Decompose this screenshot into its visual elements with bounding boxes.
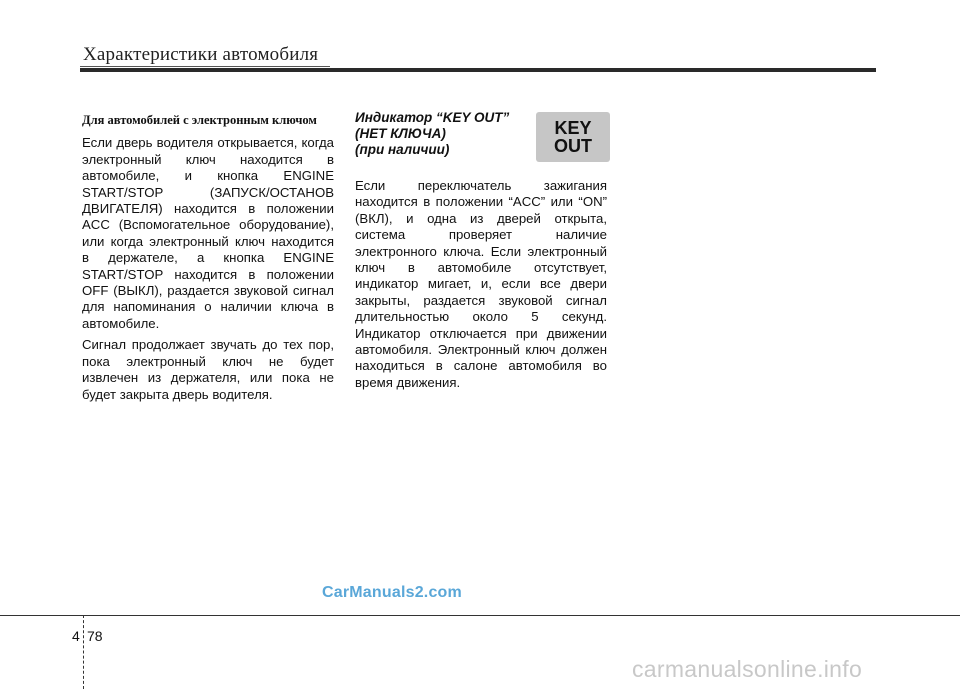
header-rule: [80, 68, 876, 72]
indicator-title-line-2: (НЕТ КЛЮЧА): [355, 126, 446, 141]
key-out-line-1: KEY: [554, 118, 592, 138]
footer-rule: [0, 615, 960, 616]
key-out-line-2: OUT: [554, 136, 592, 156]
key-out-indicator-icon: [536, 112, 610, 162]
indicator-title-line-3: (при наличии): [355, 142, 450, 157]
indicator-paragraph: Если переключатель зажигания находится в положении “ACC” или “ON” (ВКЛ), и одна из дверей открыта, система проверяет наличие электронного ключа. Если электронный ключ в автомобиле отсутствует, индикатор мигает, и, если все двери закрыты, раздается звуковой сигнал длительностью около 5 секунд. Индикатор отключается при движении автомобиля. Электронный ключ должен находиться в салоне автомобиля во время движения.: [355, 178, 607, 390]
watermark-carmanuals2[interactable]: CarManuals2.com: [322, 584, 462, 601]
paragraph-1: Если дверь водителя открывается, когда электронный ключ находится в автомобиле, и кнопка ENGINE START/STOP (ЗАПУСК/ОСТАНОВ ДВИГАТЕЛЯ) находится в положении ACC (Вспомогательное оборудование), или когда электронный ключ находится в держателе, а кнопка ENGINE START/STOP находится в положении OFF (ВЫКЛ), раздается звуковой сигнал для напоминания о наличии ключа в автомобиле.: [82, 135, 334, 331]
page-header-title: Характеристики автомобиля: [83, 44, 319, 65]
header-rule-thin: [80, 66, 330, 67]
watermark-carmanualsonline[interactable]: carmanualsonline.info: [632, 656, 863, 682]
chapter-number: 4: [72, 628, 80, 644]
footer-divider: [83, 615, 85, 689]
section-heading: Для автомобилей с электронным ключом: [82, 113, 317, 127]
paragraph-2: Сигнал продолжает звучать до тех пор, пока электронный ключ не будет извлечен из держателя, или пока не будет закрыта дверь водителя.: [82, 337, 334, 402]
left-column: [82, 112, 334, 408]
page-number: 78: [87, 628, 103, 644]
indicator-title-line-1: Индикатор “KEY OUT”: [355, 110, 510, 125]
